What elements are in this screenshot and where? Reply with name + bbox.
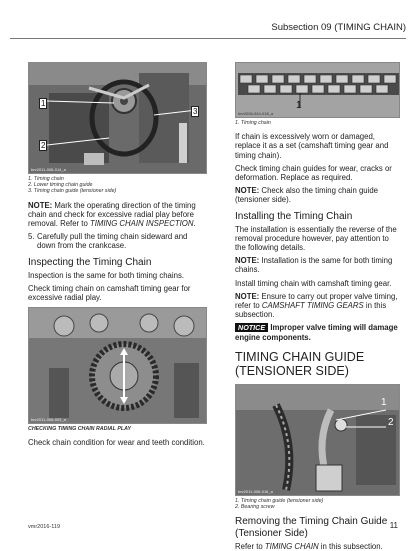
section-heading-inspecting: Inspecting the Timing Chain — [28, 256, 152, 268]
paragraph: Check timing chain guides for wear, cracks or deformation. Replace as required. — [235, 163, 392, 183]
page-header — [10, 22, 406, 38]
note-valve-timing: NOTE: Ensure to carry out proper valve timing, refer to CAMSHAFT TIMING GEARS in this subsection. — [235, 291, 398, 320]
cross-reference: CAMSHAFT TIMING GEARS — [261, 301, 364, 311]
section-heading-removing: Removing the Timing Chain Guide (Tensioner Side) — [235, 516, 388, 540]
note-check-guide: NOTE: Check also the timing chain guide (tensioner side). — [235, 186, 379, 205]
figure-chain-guide — [235, 384, 400, 496]
figure-caption: 1. Timing chain — [235, 120, 271, 126]
engine-photo — [29, 308, 207, 423]
section-heading-installing: Installing the Timing Chain — [235, 210, 353, 222]
right-column — [235, 62, 400, 551]
note-label: NOTE: — [235, 291, 260, 301]
figure-caption-list — [235, 498, 400, 510]
engine-photo — [29, 63, 207, 173]
caption-item: 3. Timing chain guide (tensioner side) — [28, 188, 117, 195]
subsection-label: Subsection 09 — [271, 22, 332, 33]
paragraph: Check timing chain on camshaft timing gear for excessive radial play. — [28, 283, 191, 303]
chain-photo — [236, 63, 400, 117]
figure-timing-chain — [235, 62, 400, 118]
callout-1: 1 — [41, 99, 46, 108]
notice-block: NOTICE Improper valve timing will damage engine components. — [235, 323, 398, 342]
paragraph: Install timing chain with camshaft timing gear. — [235, 278, 392, 288]
paragraph: Check chain condition for wear and teeth condition. — [28, 438, 205, 448]
figure-id: tmr2011-006-014_a — [31, 167, 66, 172]
cross-reference: TIMING CHAIN INSPECTION — [89, 219, 194, 229]
note-label: NOTE: — [28, 200, 53, 210]
note-label: NOTE: — [235, 256, 260, 266]
caption-item: 1. Timing chain guide (tensioner side) — [235, 497, 324, 504]
callout-2: 2 — [41, 141, 46, 150]
header-rule — [10, 38, 406, 39]
figure-radial-play — [28, 307, 207, 424]
note-installation: NOTE: Installation is the same for both timing chains. — [235, 256, 393, 275]
paragraph: Inspection is the same for both timing chains. — [28, 270, 185, 280]
paragraph: If chain is excessively worn or damaged, replace it as a set (camshaft timing gear and timing chain). — [235, 132, 389, 160]
note-label: NOTE: — [235, 186, 260, 196]
figure-id: tmr2006-044-018_a — [238, 111, 274, 116]
subsection-title: (TIMING CHAIN) — [334, 22, 406, 33]
step-5 — [28, 232, 207, 250]
callout-2: 2 — [388, 416, 394, 428]
figure-id: tmr2011-006-016_a — [238, 488, 273, 494]
figure-caption: CHECKING TIMING CHAIN RADIAL PLAY — [28, 426, 132, 433]
left-column — [28, 62, 207, 448]
page-number: 11 — [389, 521, 398, 530]
callout-3: 3 — [193, 107, 198, 116]
callout-1: 1 — [296, 100, 302, 111]
figure-caption-list — [28, 176, 207, 195]
engine-photo — [236, 385, 400, 495]
caption-item: 2. Lower timing chain guide — [28, 182, 93, 189]
step-text: Carefully pull the timing chain sideward and down from the crankcase. — [37, 232, 188, 251]
paragraph-refer: Refer to TIMING CHAIN in this subsection. — [235, 542, 383, 551]
note-mark-direction: NOTE: Mark the operating direction of the timing chain and check for excessive radial play before removal. Refer to TIMING CHAIN INSPECTION. — [28, 200, 196, 229]
step-number: 5. — [28, 232, 35, 242]
paragraph: The installation is essentially the reverse of the removal procedure however, pay attention to the following details. — [235, 224, 397, 253]
caption-item: 2. Bearing screw — [235, 504, 275, 511]
cross-reference: TIMING CHAIN — [264, 542, 319, 551]
caption-item: 1. Timing chain — [28, 176, 64, 182]
figure-id: tmr2011-006-003_a — [31, 417, 66, 423]
figure-timing-chain-components — [28, 62, 207, 174]
notice-badge: NOTICE — [235, 323, 268, 332]
footer-doc-code: vmr2016-119 — [28, 524, 60, 530]
callout-1: 1 — [381, 396, 387, 408]
section-heading-guide: TIMING CHAIN GUIDE (TENSIONER SIDE) — [235, 349, 365, 378]
